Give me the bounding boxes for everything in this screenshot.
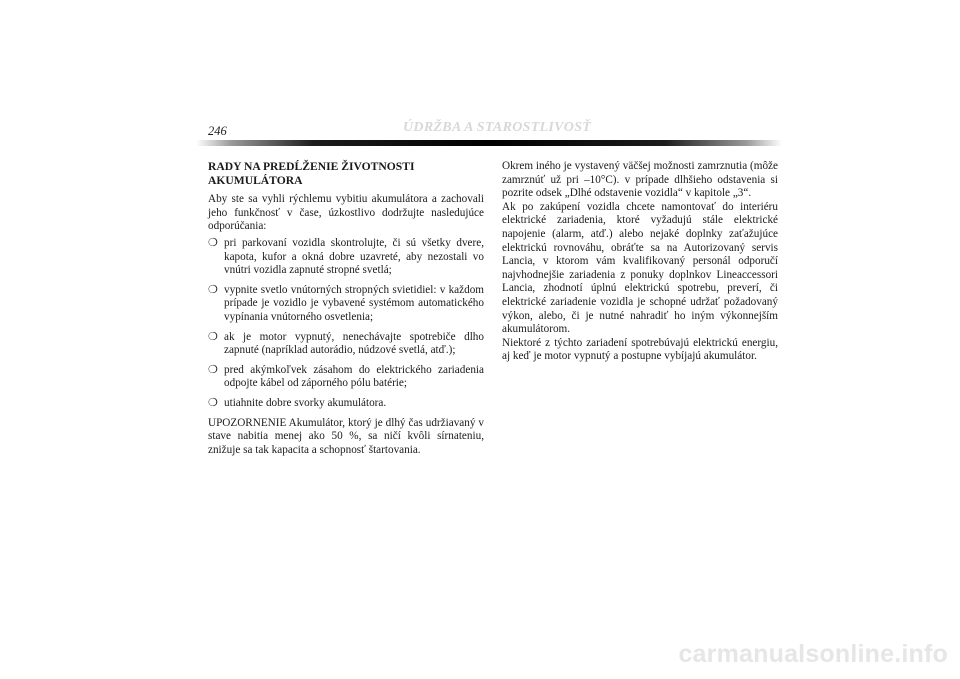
page-number: 246 — [208, 124, 227, 138]
section-title: ÚDRŽBA A STAROSTLIVOSŤ — [403, 120, 592, 135]
heading-line-2: AKUMULÁTORA — [208, 173, 303, 187]
right-column — [502, 160, 778, 364]
watermark: carmanualsonline.info — [678, 640, 948, 668]
circle-bullet-icon: ❍ — [208, 363, 218, 376]
paragraph-consumption: Niektoré z týchto zariadení spotrebúvajú elektrickú energiu, aj keď je motor vypnutý a postupne vybíjajú akumulátor. — [502, 336, 778, 363]
circle-bullet-icon: ❍ — [208, 236, 218, 249]
circle-bullet-icon: ❍ — [208, 283, 218, 296]
intro-paragraph: Aby ste sa vyhli rýchlemu vybitiu akumulátora a zachovali jeho funkčnosť v čase, úzkostlivo dodržujte nasledujúce odporúčania: — [208, 193, 484, 233]
list-item — [208, 237, 484, 278]
circle-bullet-icon: ❍ — [208, 396, 218, 409]
circle-bullet-icon: ❍ — [208, 330, 218, 343]
list-item-text: vypnite svetlo vnútorných stropných svietidiel: v každom prípade je vozidlo je vybavené systémom automatického vypínania vnútorného osvetlenia; — [224, 283, 484, 323]
warning-paragraph: UPOZORNENIE Akumulátor, ktorý je dlhý čas udržiavaný v stave nabitia menej ako 50 %, sa ničí kvôli sírnateniu, znižuje sa tak kapacita a schopnosť štartovania. — [208, 416, 484, 456]
list-item-text: ak je motor vypnutý, nenechávajte spotrebiče dlho zapnuté (napríklad autorádio, núdzové svetlá, atď.); — [224, 330, 484, 357]
list-item — [208, 331, 484, 358]
list-item-text: utiahnite dobre svorky akumulátora. — [224, 396, 387, 409]
list-item-text: pred akýmkoľvek zásahom do elektrického zariadenia odpojte kábel od záporného pólu batérie; — [224, 363, 484, 390]
list-item — [208, 364, 484, 391]
heading-line-1: RADY NA PREDĹŽENIE ŽIVOTNOSTI — [208, 160, 415, 173]
list-item-text: pri parkovaní vozidla skontrolujte, či sú všetky dvere, kapota, kufor a okná dobre uzavreté, aby nezostali vo vnútri vozidla zapnuté stropné svetlá; — [224, 236, 484, 277]
section-heading — [208, 160, 484, 187]
list-item — [208, 284, 484, 325]
paragraph-freezing: Okrem iného je vystavený väčšej možnosti zamrznutia (môže zamrznúť už pri –10°C). v prípade dlhšieho odstavenia si pozrite odsek „Dlhé odstavenie vozidla“ v kapitole „3“. — [502, 160, 778, 200]
left-column — [208, 160, 484, 460]
paragraph-accessories: Ak po zakúpení vozidla chcete namontovať do interiéru elektrické zariadenia, ktoré vyžadujú stále elektrické napojenie (alarm, atď.) alebo nejaké doplnky zaťažujúce elektrickú rovnováhu, obráťte sa na Autorizovaný servis Lancia, v ktorom vám kvalifikovaný personál odporučí najvhodnejšie zariadenia z ponuky doplnkov Lineaccessori Lancia, zhodnotí úplnú elektrickú spotrebu, preverí, či elektrické zariadenie vozidla je schopné udržať požadovaný výkon, alebo, či je nutné nahradiť ho iným výkonnejším akumulátorom. — [502, 200, 778, 336]
header-divider — [196, 140, 782, 146]
tips-list — [208, 237, 484, 411]
list-item — [208, 397, 484, 411]
